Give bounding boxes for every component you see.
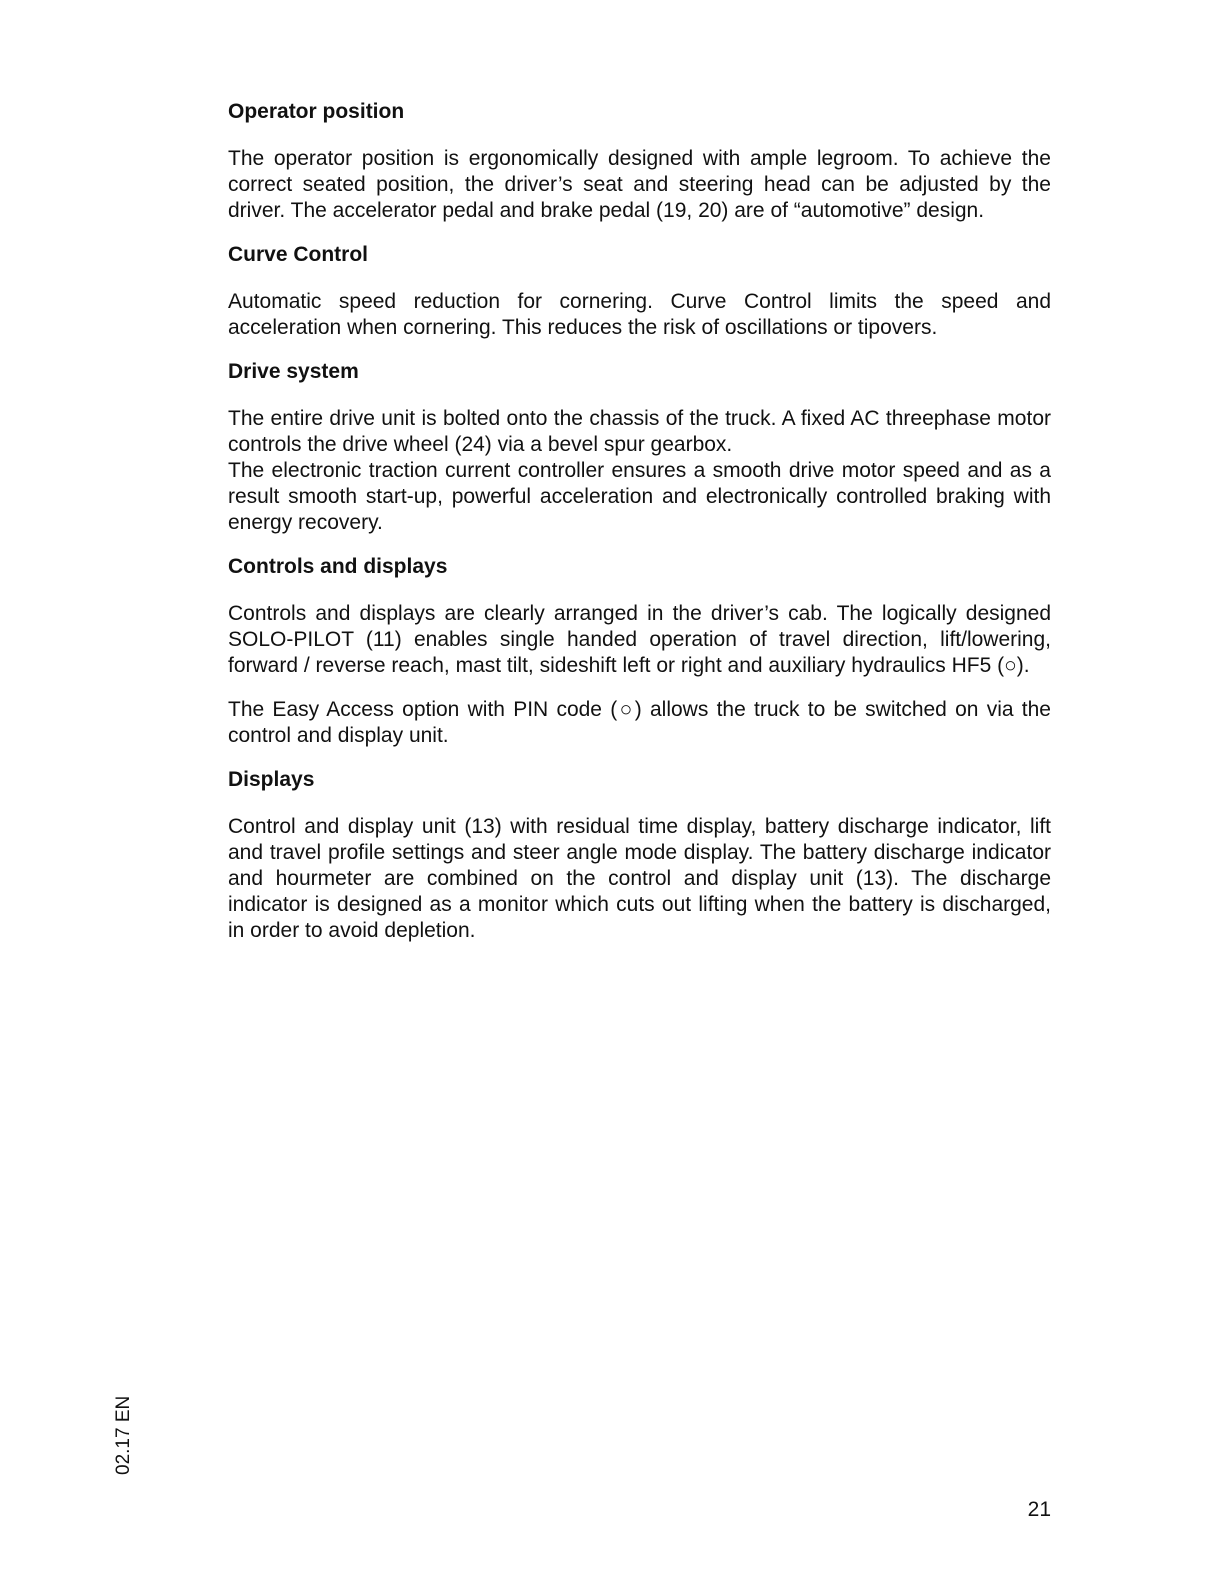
section-paragraph: The Easy Access option with PIN code (○) allows the truck to be switched on via the control and display unit.: [228, 698, 1051, 747]
section-curve-control: [228, 241, 1051, 341]
section-displays: [228, 766, 1051, 944]
section-heading: Drive system: [228, 360, 359, 383]
section-paragraph: The entire drive unit is bolted onto the chassis of the truck. A fixed AC threephase motor controls the drive wheel (24) via a bevel spur gearbox.: [228, 407, 1051, 456]
section-paragraph: The operator position is ergonomically designed with ample legroom. To achieve the correct seated position, the driver’s seat and steering head can be adjusted by the driver. The accelerator pedal and brake pedal (19, 20) are of “automotive” design.: [228, 147, 1051, 222]
section-heading: Displays: [228, 768, 315, 791]
section-heading: Controls and displays: [228, 555, 448, 578]
section-drive-system: [228, 358, 1051, 536]
edition-date-code: 02.17 EN: [113, 1395, 134, 1475]
document-body: [228, 98, 1051, 961]
section-heading: Curve Control: [228, 243, 369, 266]
section-paragraph: Controls and displays are clearly arranged in the driver’s cab. The logically designed SOLO-PILOT (11) enables single handed operation of travel direction, lift/lowering, forward / reverse reach, mast tilt, sideshift left or right and auxiliary hydraulics HF5 (○).: [228, 602, 1051, 677]
section-controls-and-displays: [228, 553, 1051, 749]
section-paragraph: Control and display unit (13) with residual time display, battery discharge indicator, lift and travel profile settings and steer angle mode display. The battery discharge indicator and hourmeter are combined on the control and display unit (13). The discharge indicator is designed as a monitor which cuts out lifting when the battery is discharged, in order to avoid depletion.: [228, 815, 1051, 942]
section-paragraph: The electronic traction current controller ensures a smooth drive motor speed and as a result smooth start-up, powerful acceleration and electronically controlled braking with energy recovery.: [228, 459, 1051, 534]
section-paragraph: Automatic speed reduction for cornering. Curve Control limits the speed and acceleration when cornering. This reduces the risk of oscillations or tipovers.: [228, 290, 1051, 339]
section-operator-position: [228, 98, 1051, 224]
page-number: 21: [1027, 1498, 1051, 1521]
section-heading: Operator position: [228, 100, 405, 123]
